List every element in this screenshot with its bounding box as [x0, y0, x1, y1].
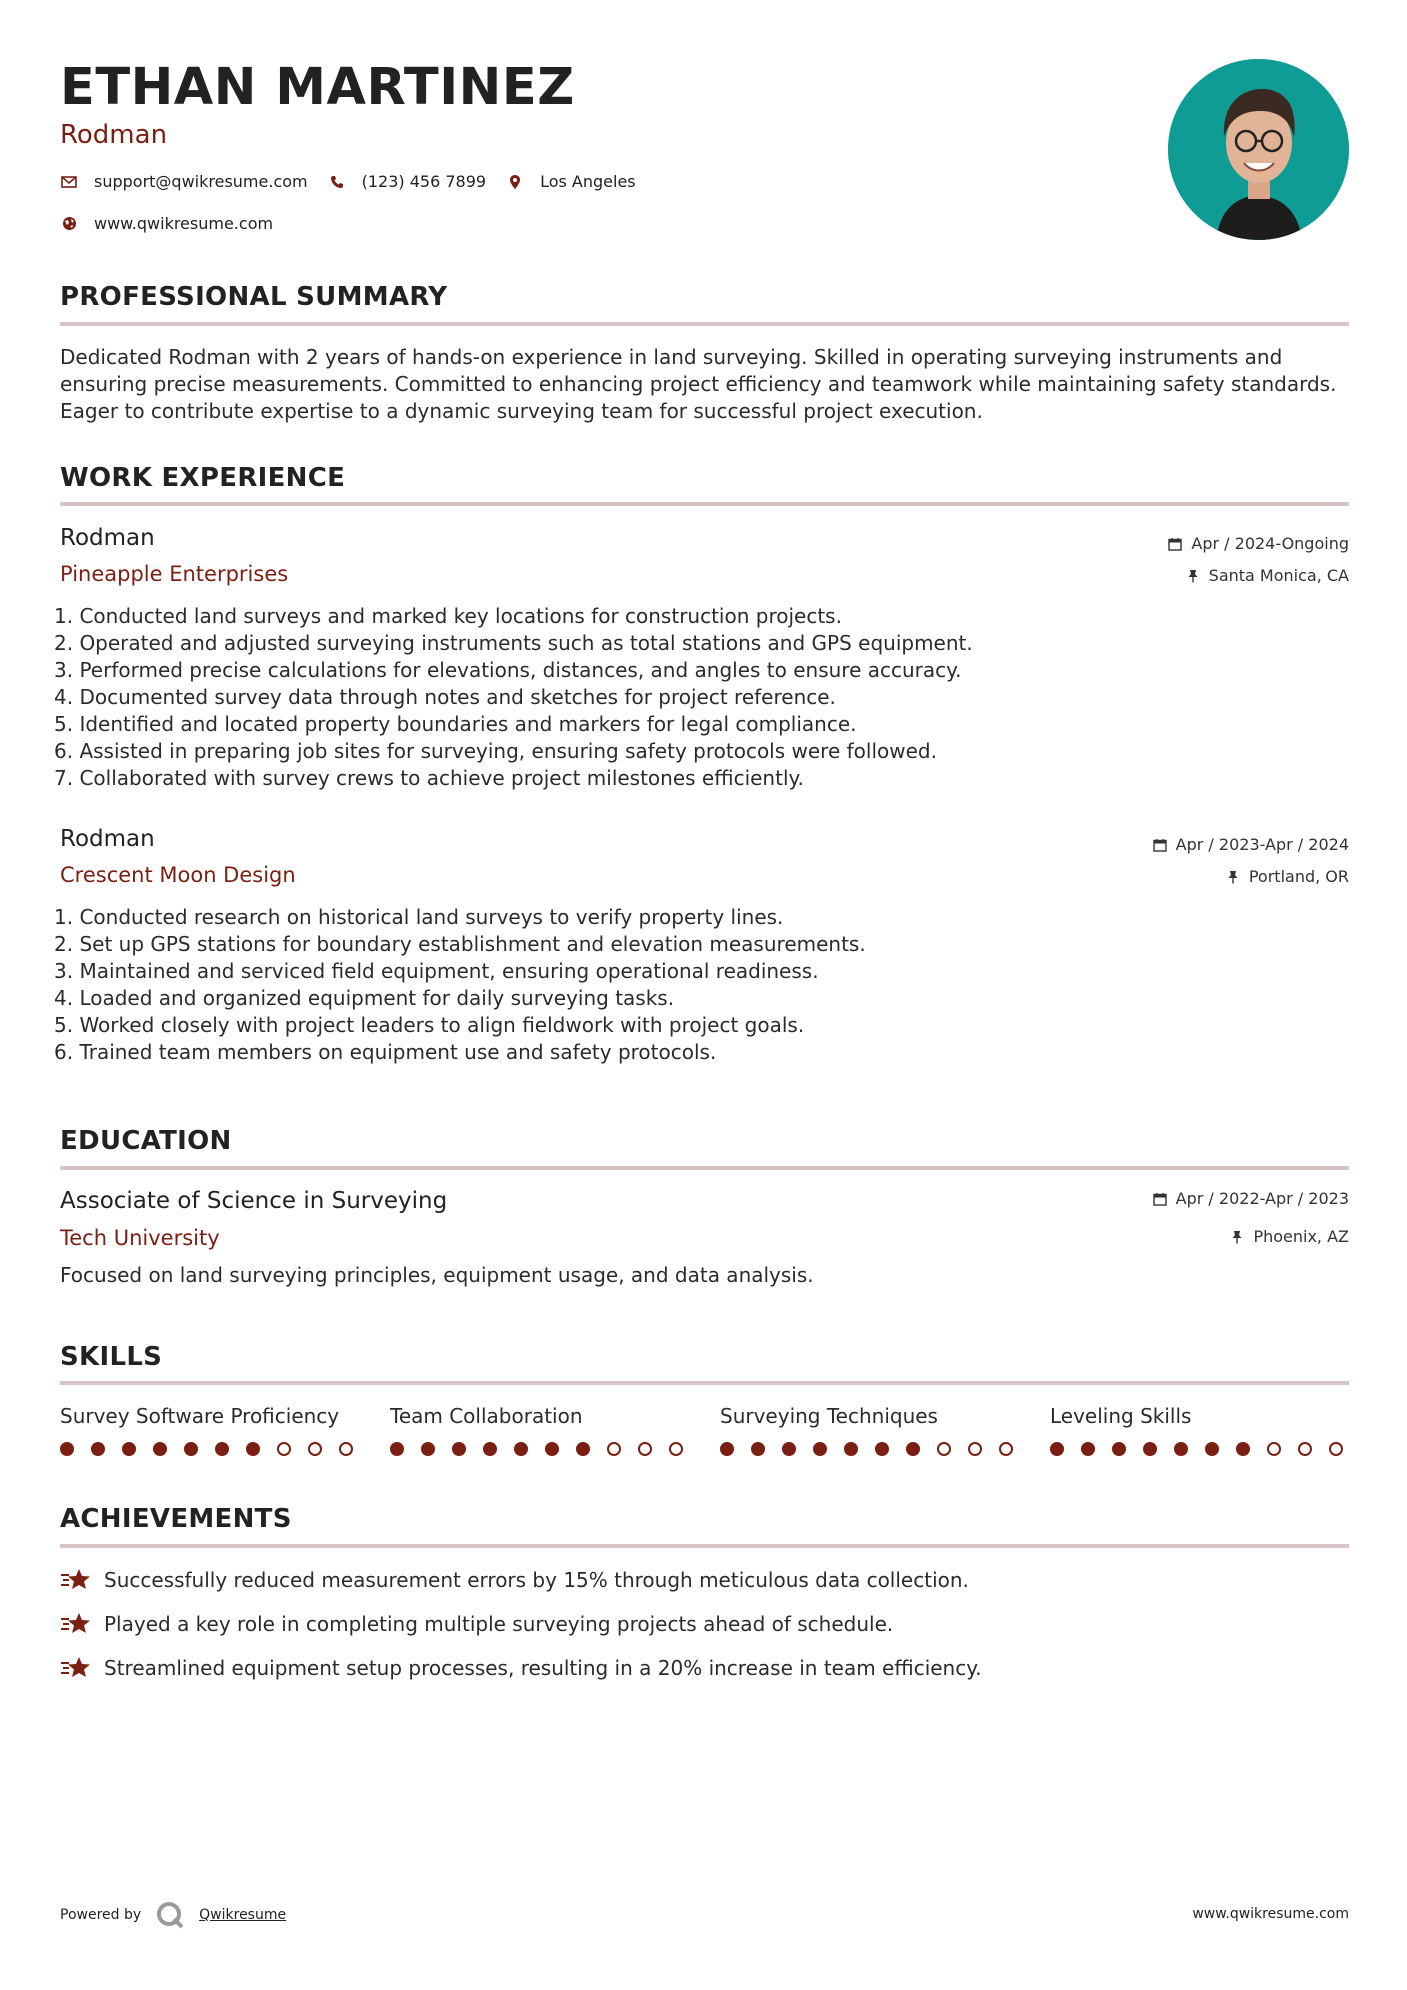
skill-rating	[720, 1442, 1030, 1456]
skill-dot-empty	[999, 1442, 1013, 1456]
section-divider	[60, 322, 1349, 326]
achievement-item	[60, 1654, 982, 1682]
skill-dot-empty	[968, 1442, 982, 1456]
section-heading-summary: PROFESSIONAL SUMMARY	[60, 282, 448, 312]
skill-dot-filled	[91, 1442, 105, 1456]
calendar-icon	[1152, 1191, 1168, 1207]
skill-dot-empty	[638, 1442, 652, 1456]
avatar	[1168, 59, 1349, 240]
skill-dot-filled	[1236, 1442, 1250, 1456]
skill-dot-filled	[875, 1442, 889, 1456]
email-text[interactable]: support@qwikresume.com	[94, 172, 308, 191]
location-text: Los Angeles	[540, 172, 636, 191]
skill-dot-filled	[184, 1442, 198, 1456]
skill-dot-filled	[844, 1442, 858, 1456]
list-item: 7. Collaborated with survey crews to achieve project milestones efficiently.	[54, 766, 804, 790]
section-divider	[60, 502, 1349, 506]
skill-dot-filled	[215, 1442, 229, 1456]
skill-dot-filled	[246, 1442, 260, 1456]
section-heading-experience: WORK EXPERIENCE	[60, 463, 346, 493]
qwikresume-logo-icon	[155, 1900, 185, 1930]
job-title: Rodman	[60, 826, 155, 852]
section-divider	[60, 1544, 1349, 1548]
skill-dot-filled	[906, 1442, 920, 1456]
skill-name: Surveying Techniques	[720, 1404, 938, 1428]
education-school: Tech University	[60, 1226, 220, 1250]
job-dates	[1152, 835, 1349, 854]
summary-text: Dedicated Rodman with 2 years of hands-on experience in land surveying. Skilled in operating surveying instruments and ensuring precise measurements. Committed to enhancing project efficiency and teamwork while maintaining safety standards. Eager to contribute expertise to a dynamic surveying team for successful project execution.	[60, 345, 1337, 423]
skill-dot-filled	[1143, 1442, 1157, 1456]
star-award-icon	[60, 1610, 92, 1638]
list-item: 1. Conducted land surveys and marked key locations for construction projects.	[54, 604, 842, 628]
skill-name: Team Collaboration	[390, 1404, 583, 1428]
achievement-item	[60, 1610, 893, 1638]
section-divider	[60, 1381, 1349, 1385]
job-company: Pineapple Enterprises	[60, 562, 289, 586]
skill-name: Leveling Skills	[1050, 1404, 1192, 1428]
skill-rating	[390, 1442, 700, 1456]
section-heading-skills: SKILLS	[60, 1342, 163, 1372]
pushpin-icon	[1185, 568, 1201, 584]
candidate-title: Rodman	[60, 120, 168, 150]
skill-dot-filled	[545, 1442, 559, 1456]
skill-dot-filled	[1174, 1442, 1188, 1456]
skill-name: Survey Software Proficiency	[60, 1404, 340, 1428]
achievement-text: Streamlined equipment setup processes, resulting in a 20% increase in team efficiency.	[104, 1656, 982, 1680]
job-location-text: Santa Monica, CA	[1208, 566, 1349, 585]
education-location	[1229, 1227, 1349, 1246]
skill-dot-filled	[1081, 1442, 1095, 1456]
skill-dot-empty	[1329, 1442, 1343, 1456]
list-item: 4. Loaded and organized equipment for daily surveying tasks.	[54, 986, 675, 1010]
brand-link[interactable]: Qwikresume	[199, 1907, 287, 1923]
skill-dot-empty	[308, 1442, 322, 1456]
skill-dot-empty	[669, 1442, 683, 1456]
skill-dot-filled	[720, 1442, 734, 1456]
list-item: 6. Assisted in preparing job sites for surveying, ensuring safety protocols were followed.	[54, 739, 937, 763]
section-divider	[60, 1166, 1349, 1170]
skill-dot-filled	[1050, 1442, 1064, 1456]
skill-dot-filled	[514, 1442, 528, 1456]
job-title: Rodman	[60, 525, 155, 551]
job-location	[1185, 566, 1349, 585]
email-icon	[60, 173, 78, 191]
list-item: 4. Documented survey data through notes and sketches for project reference.	[54, 685, 836, 709]
achievement-item	[60, 1566, 969, 1594]
section-heading-education: EDUCATION	[60, 1126, 232, 1156]
calendar-icon	[1167, 536, 1183, 552]
education-dates-text: Apr / 2022-Apr / 2023	[1175, 1189, 1349, 1208]
skill-dot-filled	[1112, 1442, 1126, 1456]
job-dates-text: Apr / 2024-Ongoing	[1191, 534, 1349, 553]
contact-row-secondary	[60, 214, 293, 233]
location-pin-icon	[506, 173, 524, 191]
skill-dot-filled	[1205, 1442, 1219, 1456]
skill-dot-empty	[339, 1442, 353, 1456]
list-item: 2. Operated and adjusted surveying instruments such as total stations and GPS equipment.	[54, 631, 973, 655]
skill-rating	[1050, 1442, 1360, 1456]
calendar-icon	[1152, 837, 1168, 853]
website-link[interactable]: www.qwikresume.com	[94, 214, 274, 233]
job-bullets	[54, 904, 866, 1066]
profile-photo	[1168, 59, 1349, 240]
footer-url[interactable]: www.qwikresume.com	[1192, 1906, 1349, 1922]
contact-row-primary	[60, 172, 656, 191]
skill-dot-filled	[782, 1442, 796, 1456]
job-dates-text: Apr / 2023-Apr / 2024	[1175, 835, 1349, 854]
pushpin-icon	[1225, 869, 1241, 885]
list-item: 3. Performed precise calculations for elevations, distances, and angles to ensure accuracy.	[54, 658, 962, 682]
candidate-name: ETHAN MARTINEZ	[60, 58, 575, 117]
skill-dot-empty	[937, 1442, 951, 1456]
education-dates	[1152, 1189, 1349, 1208]
job-location	[1225, 867, 1349, 886]
list-item: 1. Conducted research on historical land surveys to verify property lines.	[54, 905, 784, 929]
job-dates	[1167, 534, 1349, 553]
list-item: 5. Worked closely with project leaders to align fieldwork with project goals.	[54, 1013, 805, 1037]
star-award-icon	[60, 1654, 92, 1682]
skill-dot-filled	[452, 1442, 466, 1456]
skill-dot-filled	[576, 1442, 590, 1456]
achievement-text: Successfully reduced measurement errors by 15% through meticulous data collection.	[104, 1568, 969, 1592]
education-degree: Associate of Science in Surveying	[60, 1188, 448, 1214]
skill-dot-empty	[277, 1442, 291, 1456]
list-item: 6. Trained team members on equipment use and safety protocols.	[54, 1040, 717, 1064]
powered-by-label: Powered by	[60, 1907, 142, 1923]
skill-dot-filled	[122, 1442, 136, 1456]
job-company: Crescent Moon Design	[60, 863, 296, 887]
skill-dot-filled	[153, 1442, 167, 1456]
globe-icon	[60, 215, 78, 233]
skill-dot-empty	[1298, 1442, 1312, 1456]
skill-dot-empty	[607, 1442, 621, 1456]
footer-powered-by	[60, 1900, 286, 1930]
education-description: Focused on land surveying principles, equipment usage, and data analysis.	[60, 1263, 814, 1287]
skill-dot-empty	[1267, 1442, 1281, 1456]
skill-dot-filled	[751, 1442, 765, 1456]
list-item: 3. Maintained and serviced field equipment, ensuring operational readiness.	[54, 959, 819, 983]
education-location-text: Phoenix, AZ	[1253, 1227, 1349, 1246]
job-location-text: Portland, OR	[1248, 867, 1349, 886]
skill-rating	[60, 1442, 370, 1456]
pushpin-icon	[1229, 1229, 1245, 1245]
phone-text[interactable]: (123) 456 7899	[361, 172, 487, 191]
skill-dot-filled	[60, 1442, 74, 1456]
skill-dot-filled	[390, 1442, 404, 1456]
skill-dot-filled	[483, 1442, 497, 1456]
job-bullets	[54, 603, 973, 792]
skill-dot-filled	[421, 1442, 435, 1456]
skill-dot-filled	[813, 1442, 827, 1456]
list-item: 5. Identified and located property boundaries and markers for legal compliance.	[54, 712, 857, 736]
list-item: 2. Set up GPS stations for boundary establishment and elevation measurements.	[54, 932, 866, 956]
phone-icon	[328, 173, 346, 191]
section-heading-achievements: ACHIEVEMENTS	[60, 1504, 292, 1534]
star-award-icon	[60, 1566, 92, 1594]
achievement-text: Played a key role in completing multiple surveying projects ahead of schedule.	[104, 1612, 894, 1636]
